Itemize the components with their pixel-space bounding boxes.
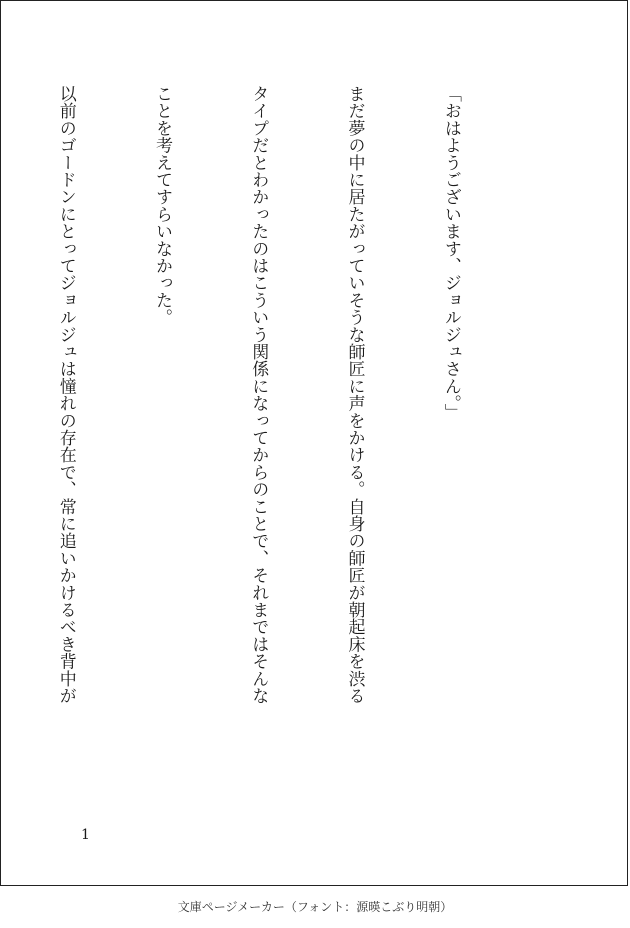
text-line: タイプだとわかったのはこういう関係になってからのことで、それまではそんな bbox=[248, 85, 269, 705]
text-line: まだ夢の中に居たがっていそうな師匠に声をかける。自身の師匠が朝起床を渋る bbox=[344, 85, 365, 705]
text-line: ことを考えてすらいなかった。 bbox=[151, 85, 172, 326]
text-line: 「おはようございます、ジョルジュさん。」 bbox=[440, 85, 461, 421]
footer-caption: 文庫ページメーカー（フォント：源暎こぶり明朝） bbox=[177, 900, 453, 914]
page-number: 1 bbox=[81, 827, 90, 843]
vertical-text-body bbox=[0, 85, 531, 805]
text-line: 以前のゴードンにとってジョルジュは憧れの存在で、常に追いかけるべき背中が bbox=[55, 85, 76, 705]
